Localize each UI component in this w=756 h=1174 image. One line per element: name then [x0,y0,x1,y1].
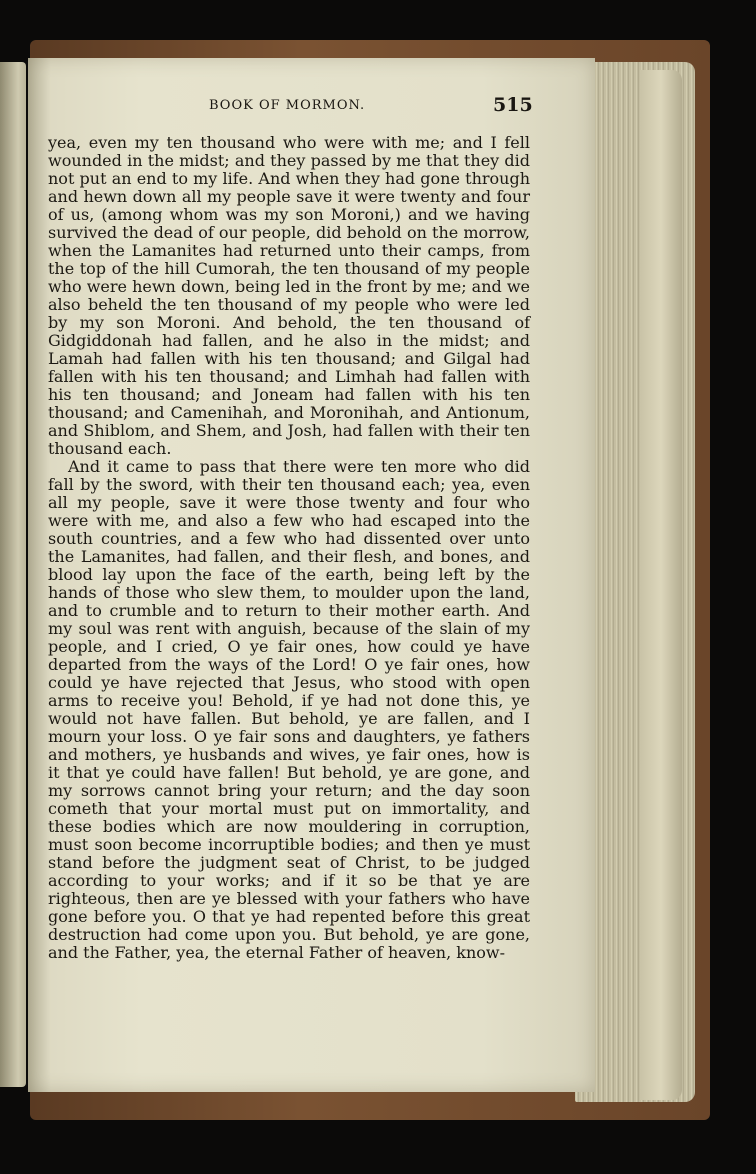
facing-page-edge [0,62,26,1087]
book-page [28,58,595,1092]
running-head: BOOK OF MORMON. [209,98,366,113]
paragraph: And it came to pass that there were ten more who did fall by the sword, with their ten thousand each; yea, even all my people, save it were those twenty and four who were with me, and also a few who had escaped into the south countries, and a few who had dissented over unto the Lamanites, had fallen, and their flesh, and bones, and blood lay upon the face of the earth, being left by the hands of those who slew them, to moulder upon the land, and to crumble and to return to their mother earth. And my soul was rent with anguish, because of the slain of my people, and I cried, O ye fair ones, how could ye have departed from the ways of the Lord! O ye fair ones, how could ye have rejected that Jesus, who stood with open arms to receive you! Behold, if ye had not done this, ye would not have fallen. But behold, ye are fallen, and I mourn your loss. O ye fair sons and daughters, ye fathers and mothers, ye husbands and wives, ye fair ones, how is it that ye could have fallen! But behold, ye are gone, and my sorrows cannot bring your return; and the day soon cometh that your mortal must put on immortality, and these bodies which are now mouldering in corruption, must soon become incorruptible bodies; and then ye must stand before the judgment seat of Christ, to be judged according to your works; and if it so be that ye are righteous, then are ye blessed with your fathers who have gone before you. O that ye had repented before this great destruction had come upon you. But behold, ye are gone, and the Father, yea, the eternal Father of heaven, know- [48,457,530,962]
page-block-fore-edge [640,70,682,1100]
page-header [53,94,553,118]
page-body [48,134,530,962]
paragraph: yea, even my ten thousand who were with me; and I fell wounded in the midst; and they passed by me that they did not put an end to my life. And when they had gone through and hewn down all my people save it were twenty and four of us, (among whom was my son Moroni,) and we having survived the dead of our people, did behold on the morrow, when the Lamanites had returned unto their camps, from the top of the hill Cumorah, the ten thousand of my people who were hewn down, being led in the front by me; and we also beheld the ten thousand of my people who were led by my son Moroni. And behold, the ten thousand of Gidgiddonah had fallen, and he also in the midst; and Lamah had fallen with his ten thousand; and Gilgal had fallen with his ten thousand; and Limhah had fallen with his ten thousand; and Joneam had fallen with his ten thousand; and Camenihah, and Moronihah, and Antionum, and Shiblom, and Shem, and Josh, had fallen with their ten thousand each. [48,133,531,458]
page-number: 515 [493,94,533,116]
